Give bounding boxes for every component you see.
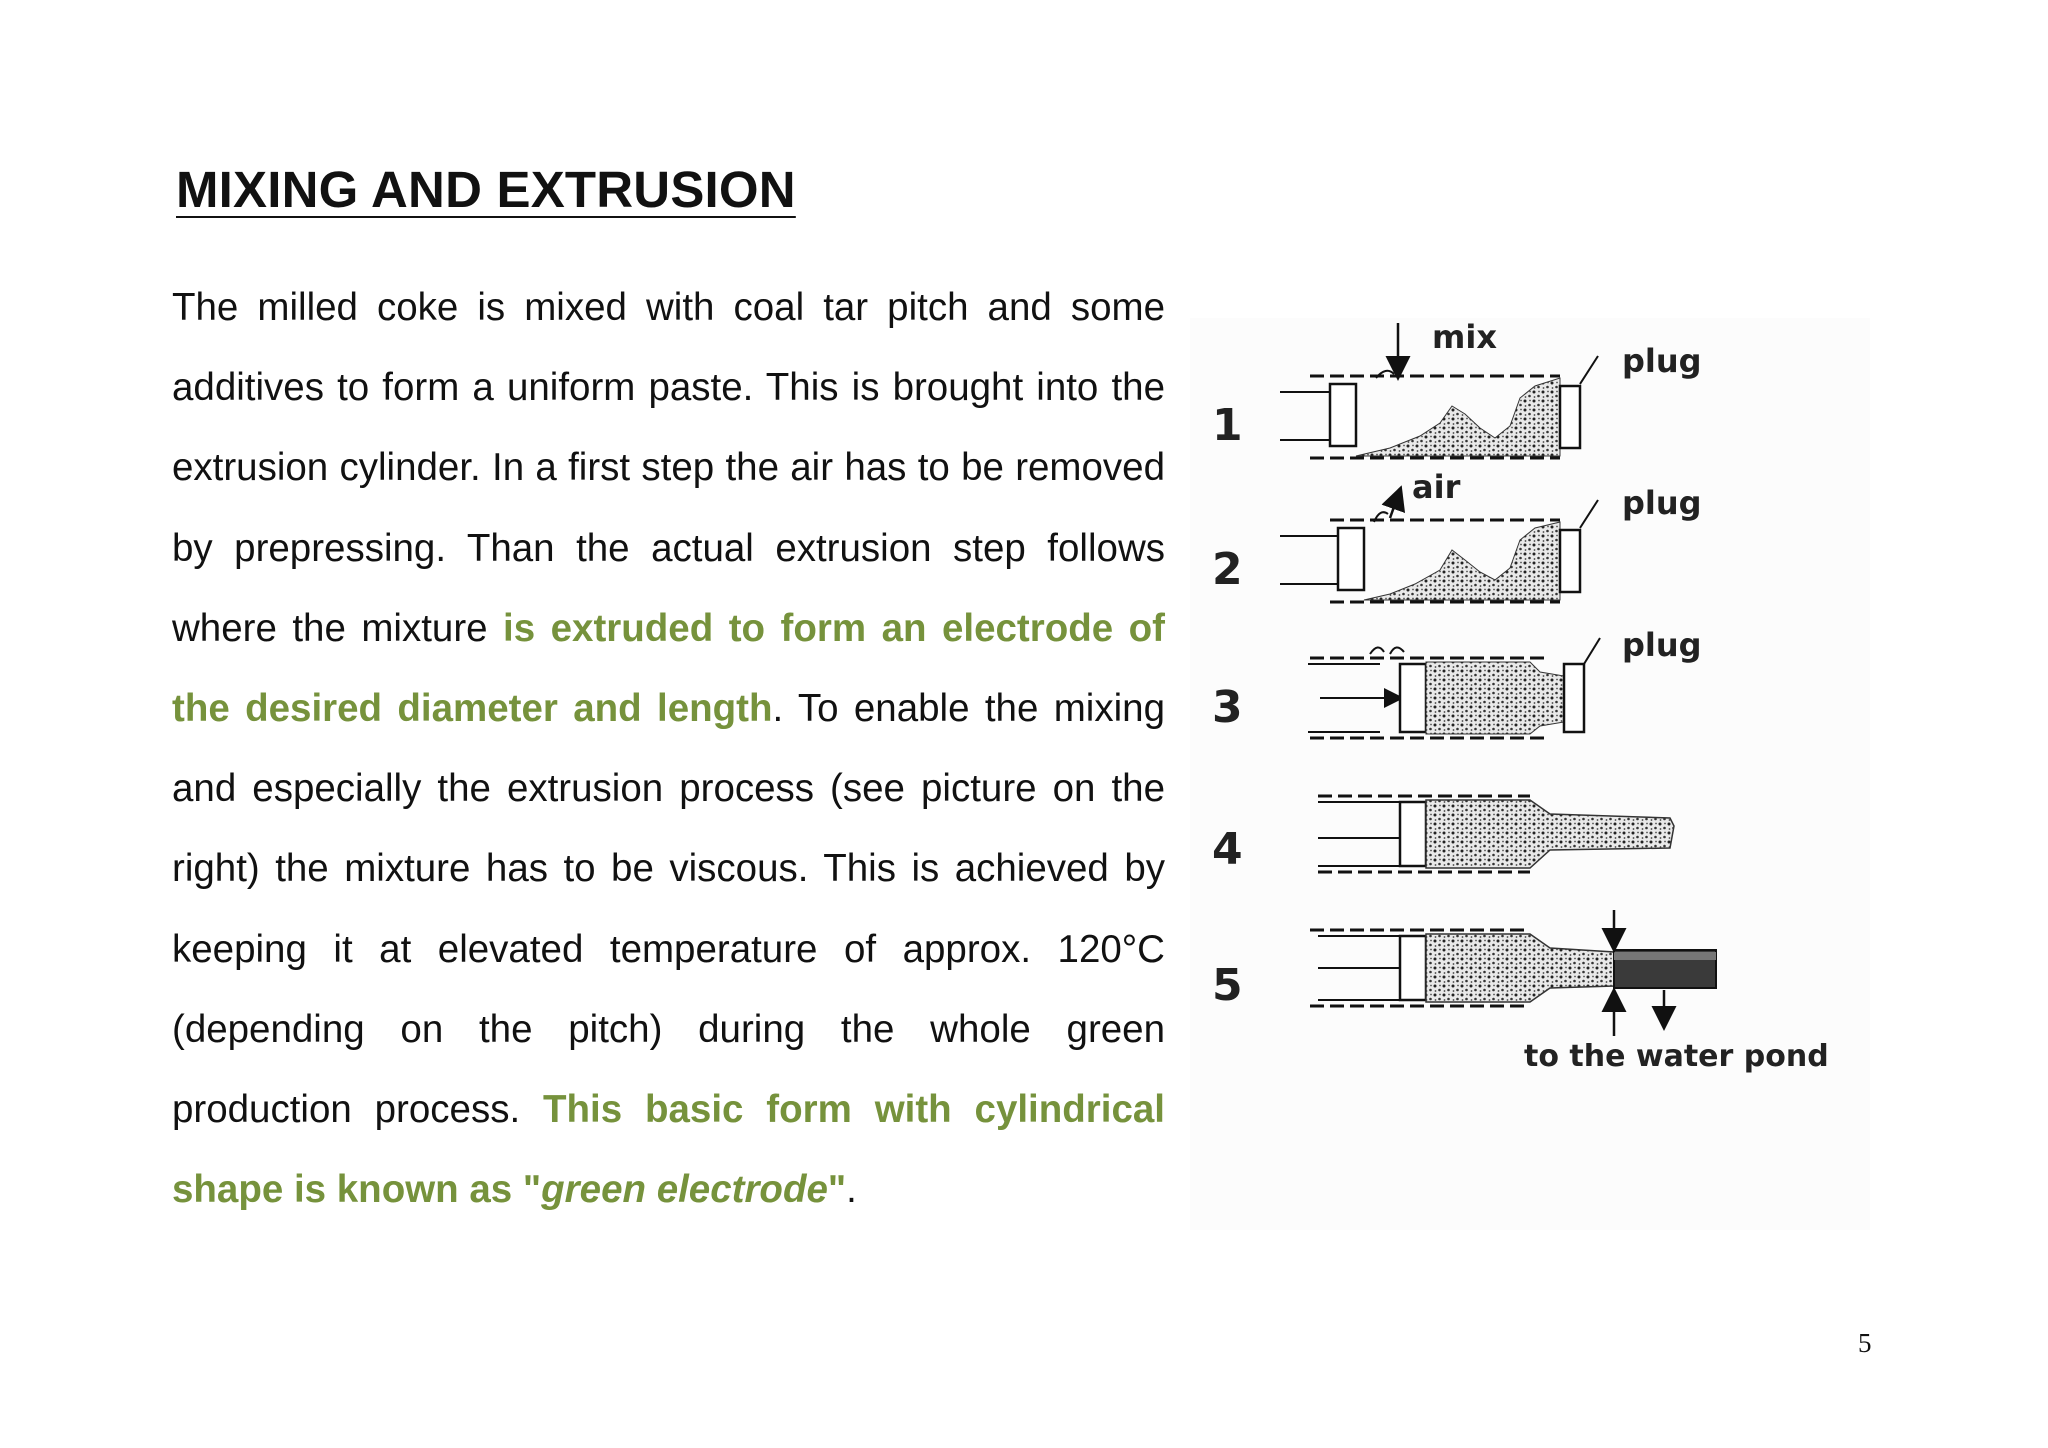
paragraph-text-2: . To enable the mixing and especially the extrusion process (see picture on the right) the mixture has to be viscous. This is achieved by keeping it at elevated temperature of approx. 120°C (depending on the pitch) during the whole green production process. (172, 687, 1165, 1132)
step-number-5: 5 (1212, 960, 1243, 1011)
step-number-2: 2 (1212, 544, 1243, 595)
highlight-basic-form-end: " (827, 1168, 847, 1212)
label-plug-3: plug (1622, 626, 1702, 664)
page-title: MIXING AND EXTRUSION (176, 161, 796, 218)
label-water-pond: to the water pond (1524, 1039, 1829, 1074)
green-electrode-term: green electrode (541, 1168, 828, 1212)
step-number-1: 1 (1212, 400, 1243, 451)
highlight-extrusion: is extruded to form an electrode of the desired diameter and length (172, 606, 1165, 731)
step-number-4: 4 (1212, 824, 1243, 875)
label-air: air (1412, 468, 1461, 506)
highlight-basic-form-text: This basic form with cylindrical shape is known as " (172, 1088, 1165, 1212)
label-mix: mix (1432, 318, 1497, 356)
page-number: 5 (1858, 1328, 1872, 1358)
extrusion-process-diagram (1190, 318, 1870, 1230)
step-number-3: 3 (1212, 682, 1243, 733)
label-plug-1: plug (1622, 342, 1702, 380)
paragraph-end: . (846, 1168, 857, 1212)
label-plug-2: plug (1622, 484, 1702, 522)
paragraph-text-1: The milled coke is mixed with coal tar pitch and some additives to form a uniform paste. This is brought into the extrusion cylinder. In a first step the air has to be removed by prepressing. Than the actual extrusion step follows where the mixture (172, 286, 1165, 650)
body-paragraph (172, 268, 1165, 1230)
